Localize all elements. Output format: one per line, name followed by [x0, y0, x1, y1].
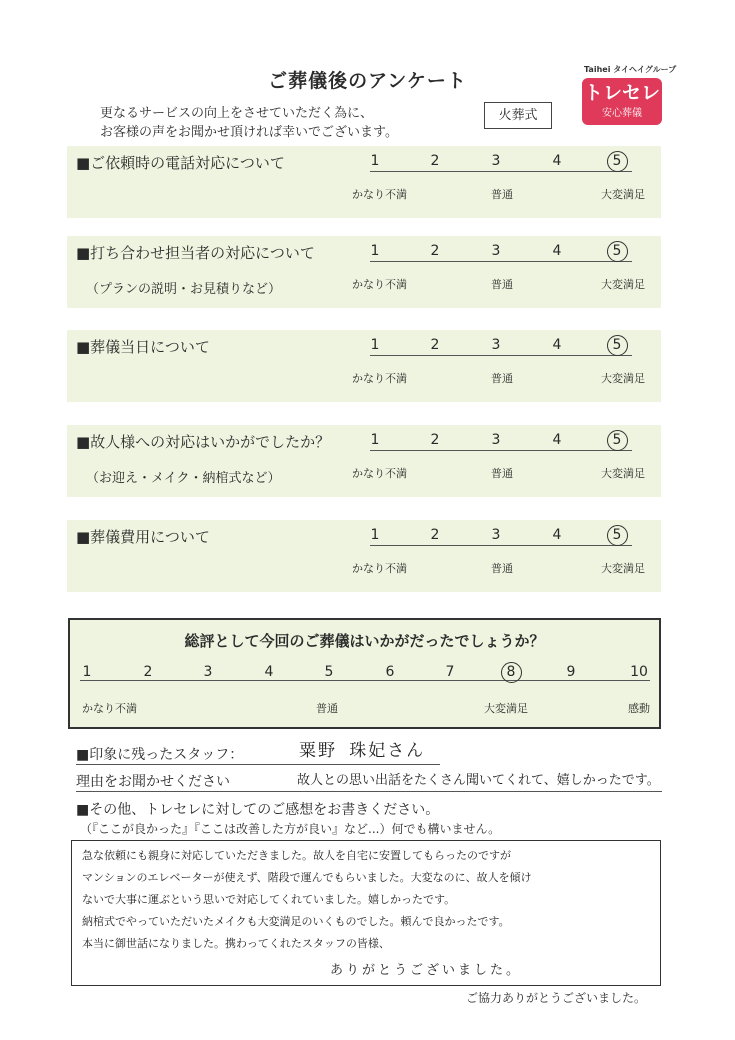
scale-label-low: かなり不満 — [352, 188, 407, 201]
overall-title: 総評として今回のご葬儀はいかがだったでしょうか？ — [184, 632, 545, 650]
rating-option-3[interactable]: 3 — [491, 153, 501, 169]
scale-label-high: 大変満足 — [601, 278, 645, 291]
scale-label-mid: 普通 — [491, 372, 513, 385]
question-text: ■葬儀費用について — [76, 528, 210, 546]
question-text: ■故人様への対応はいかがでしたか？ — [76, 433, 331, 451]
intro-text — [100, 104, 398, 142]
reason-label: 理由をお聞かせください — [76, 774, 230, 790]
comment-box — [71, 840, 661, 986]
scale-label-low: かなり不満 — [352, 372, 407, 385]
selected-circle — [607, 525, 628, 546]
staff-underline — [76, 764, 440, 765]
comment-closing: ありがとうございました。 — [330, 963, 523, 978]
scale-line — [370, 450, 632, 451]
selected-circle — [607, 151, 628, 172]
overall-option-4[interactable]: 4 — [264, 664, 274, 680]
overall-option-7[interactable]: 7 — [445, 664, 455, 680]
question-subtext: （プランの説明・お見積りなど） — [86, 282, 282, 297]
logo-badge — [582, 78, 662, 125]
scale-label-low: かなり不満 — [352, 467, 407, 480]
rating-option-1[interactable]: 1 — [370, 337, 380, 353]
scale-label-high: 大変満足 — [601, 372, 645, 385]
other-note: （『ここが良かった』『ここは改善した方が良い』など...）何でも構いません。 — [80, 822, 501, 836]
question-text: ■葬儀当日について — [76, 338, 210, 356]
staff-name: 粟野 珠妃さん — [299, 741, 426, 761]
question-text: ■ご依頼時の電話対応について — [76, 154, 285, 172]
overall-selected-circle — [501, 662, 522, 683]
rating-option-1[interactable]: 1 — [370, 527, 380, 543]
overall-label-low: かなり不満 — [82, 702, 137, 715]
overall-option-8[interactable]: 8 — [506, 664, 516, 680]
question-subtext: （お迎え・メイク・納棺式など） — [86, 471, 281, 486]
group-name: Taihei タイヘイグループ — [584, 65, 677, 74]
scale-label-mid: 普通 — [491, 467, 513, 480]
intro-line-1: 更なるサービスの向上をさせていただく為に、 — [100, 106, 374, 121]
rating-option-3[interactable]: 3 — [491, 527, 501, 543]
rating-option-2[interactable]: 2 — [430, 153, 440, 169]
reason-text: 故人との思い出話をたくさん聞いてくれて、嬉しかったです。 — [297, 773, 660, 788]
overall-label-mid: 普通 — [316, 702, 338, 715]
rating-option-2[interactable]: 2 — [430, 337, 440, 353]
overall-option-2[interactable]: 2 — [143, 664, 153, 680]
rating-option-4[interactable]: 4 — [552, 527, 562, 543]
intro-line-2: お客様の声をお聞かせ頂ければ幸いでございます。 — [100, 125, 398, 140]
scale-line — [370, 171, 632, 172]
rating-option-5[interactable]: 5 — [612, 337, 622, 353]
footer-thanks: ご協力ありがとうございました。 — [466, 991, 647, 1005]
rating-option-2[interactable]: 2 — [430, 432, 440, 448]
rating-option-5[interactable]: 5 — [612, 432, 622, 448]
scale-label-mid: 普通 — [491, 278, 513, 291]
scale-line — [370, 545, 632, 546]
comment-line-3: ないで大事に運ぶという思いで対応してくれていました。嬉しかったです。 — [82, 893, 456, 906]
comment-line-4: 納棺式でやっていただいたメイクも大変満足のいくものでした。頼んで良かったです。 — [82, 915, 510, 928]
rating-option-5[interactable]: 5 — [612, 243, 622, 259]
selected-circle — [607, 430, 628, 451]
overall-scale-line — [80, 680, 650, 681]
logo-tagline: 安心葬儀 — [602, 108, 642, 119]
scale-label-high: 大変満足 — [601, 562, 645, 575]
scale-label-high: 大変満足 — [601, 467, 645, 480]
scale-label-mid: 普通 — [491, 188, 513, 201]
rating-option-1[interactable]: 1 — [370, 153, 380, 169]
scale-line — [370, 261, 632, 262]
overall-option-3[interactable]: 3 — [203, 664, 213, 680]
selected-circle — [607, 241, 628, 262]
rating-option-4[interactable]: 4 — [552, 243, 562, 259]
logo-brand: トレセレ — [583, 82, 660, 104]
rating-option-4[interactable]: 4 — [552, 153, 562, 169]
selected-circle — [607, 335, 628, 356]
ceremony-type-box: 火葬式 — [484, 102, 552, 129]
scale-label-low: かなり不満 — [352, 562, 407, 575]
comment-line-5: 本当に御世話になりました。携わってくれたスタッフの皆様、 — [82, 937, 390, 950]
reason-underline — [76, 791, 662, 792]
staff-label: ■印象に残ったスタッフ： — [76, 747, 244, 763]
brand-logo — [582, 64, 677, 125]
page-title: ご葬儀後のアンケート — [268, 70, 467, 92]
rating-option-4[interactable]: 4 — [552, 337, 562, 353]
overall-label-high: 大変満足 — [484, 702, 528, 715]
overall-label-top: 感動 — [628, 702, 650, 715]
scale-label-low: かなり不満 — [352, 278, 407, 291]
rating-option-1[interactable]: 1 — [370, 432, 380, 448]
scale-line — [370, 355, 632, 356]
question-text: ■打ち合わせ担当者の対応について — [76, 244, 315, 262]
overall-option-6[interactable]: 6 — [385, 664, 395, 680]
rating-option-1[interactable]: 1 — [370, 243, 380, 259]
rating-option-3[interactable]: 3 — [491, 432, 501, 448]
overall-option-5[interactable]: 5 — [324, 664, 334, 680]
scale-label-high: 大変満足 — [601, 188, 645, 201]
rating-option-3[interactable]: 3 — [491, 337, 501, 353]
rating-option-2[interactable]: 2 — [430, 527, 440, 543]
comment-line-2: マンションのエレベーターが使えず、階段で運んでもらいました。大変なのに、故人を傾け — [82, 871, 532, 884]
scale-label-mid: 普通 — [491, 562, 513, 575]
overall-option-10[interactable]: 10 — [630, 664, 648, 680]
rating-option-3[interactable]: 3 — [491, 243, 501, 259]
overall-rating-box — [68, 618, 661, 729]
comment-line-1: 急な依頼にも親身に対応していただきました。故人を自宅に安置してもらったのですが — [82, 849, 511, 862]
rating-option-5[interactable]: 5 — [612, 153, 622, 169]
rating-option-4[interactable]: 4 — [552, 432, 562, 448]
rating-option-5[interactable]: 5 — [612, 527, 622, 543]
other-label: ■その他、トレセレに対してのご感想をお書きください。 — [76, 802, 440, 818]
overall-option-9[interactable]: 9 — [566, 664, 576, 680]
overall-option-1[interactable]: 1 — [82, 664, 92, 680]
rating-option-2[interactable]: 2 — [430, 243, 440, 259]
